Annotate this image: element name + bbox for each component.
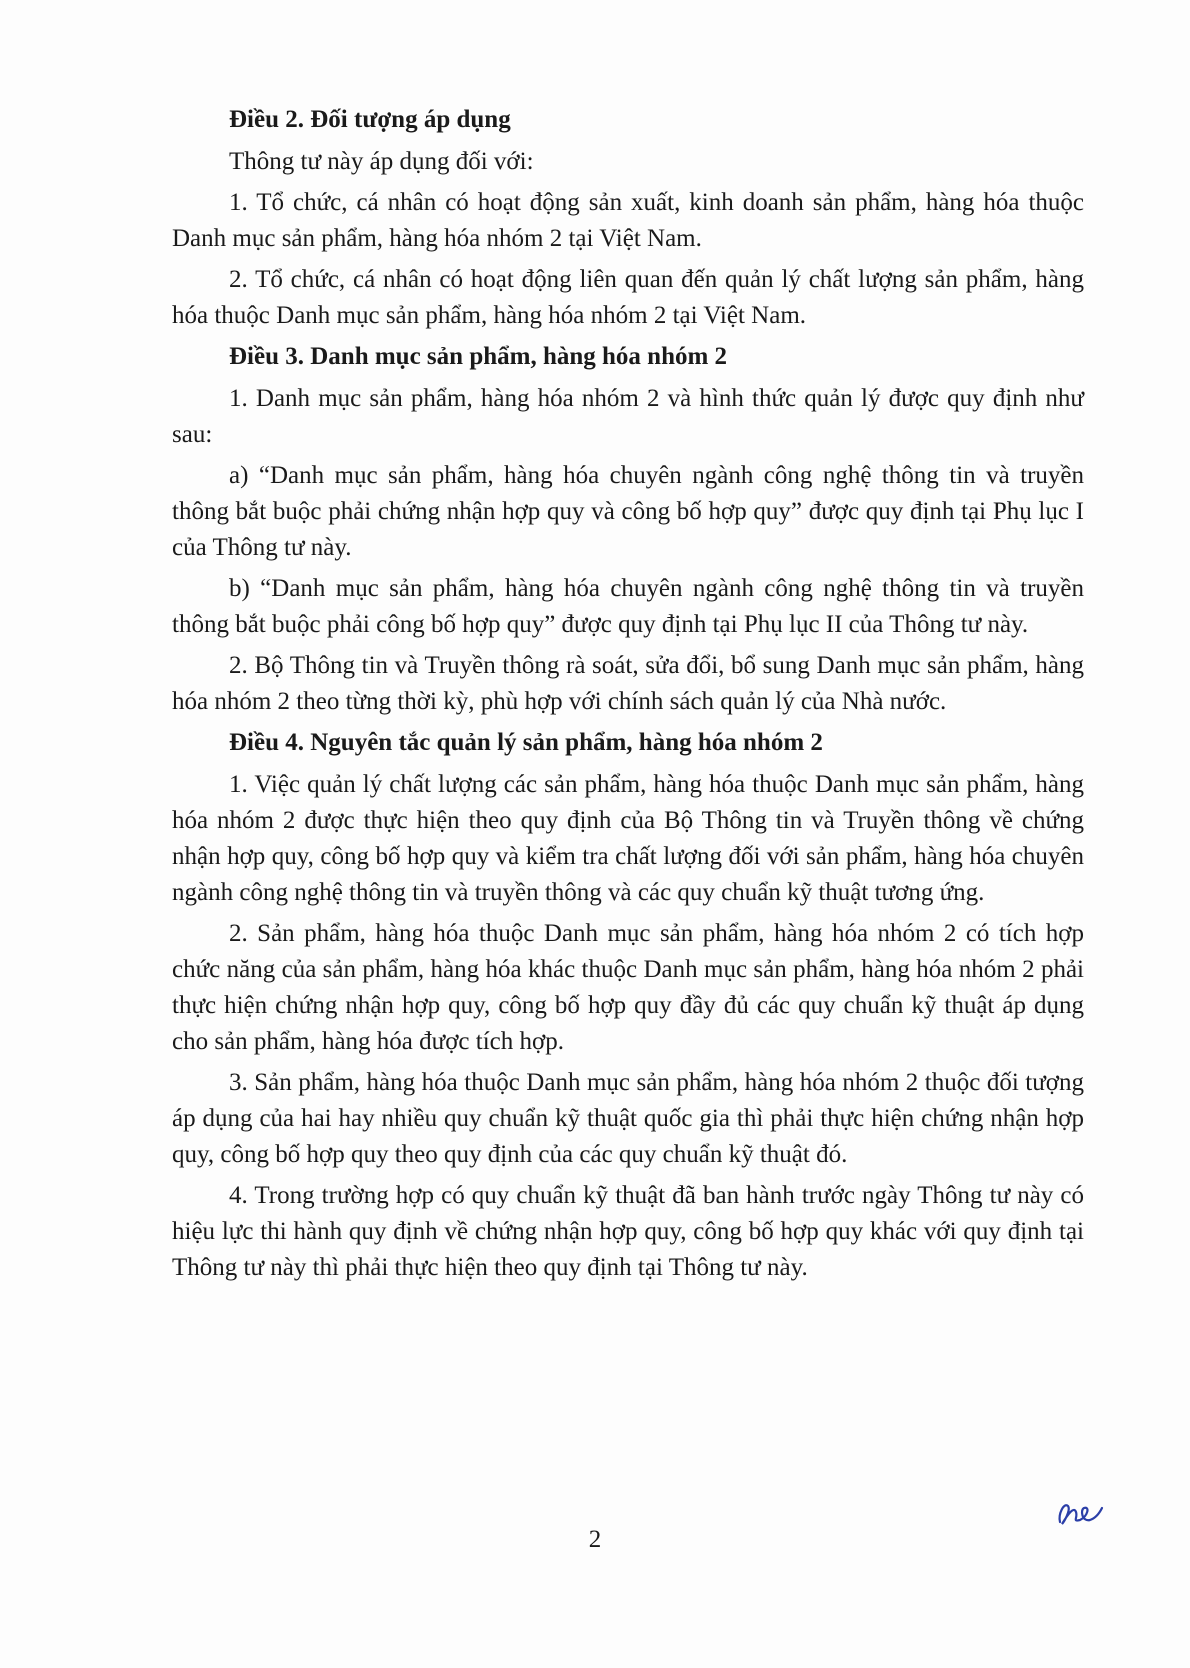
section-dieu-2 (172, 102, 1084, 334)
section-heading: Điều 4. Nguyên tắc quản lý sản phẩm, hàng hóa nhóm 2 (229, 729, 823, 756)
paragraph: 2. Sản phẩm, hàng hóa thuộc Danh mục sản phẩm, hàng hóa nhóm 2 có tích hợp chức năng của sản phẩm, hàng hóa khác thuộc Danh mục sản phẩm, hàng hóa nhóm 2 phải thực hiện chứng nhận hợp quy, công bố hợp quy đầy đủ các quy chuẩn kỹ thuật áp dụng cho sản phẩm, hàng hóa được tích hợp. (172, 920, 1084, 1055)
section-heading: Điều 2. Đối tượng áp dụng (229, 106, 511, 133)
page-number: 2 (588, 1526, 602, 1553)
paragraph: 2. Bộ Thông tin và Truyền thông rà soát, sửa đổi, bổ sung Danh mục sản phẩm, hàng hóa nhóm 2 theo từng thời kỳ, phù hợp với chính sách quản lý của Nhà nước. (172, 652, 1084, 715)
section-heading: Điều 3. Danh mục sản phẩm, hàng hóa nhóm 2 (229, 343, 728, 370)
paragraph: 4. Trong trường hợp có quy chuẩn kỹ thuật đã ban hành trước ngày Thông tư này có hiệu lực thi hành quy định về chứng nhận hợp quy, công bố hợp quy khác với quy định tại Thông tư này thì phải thực hiện theo quy định tại Thông tư này. (172, 1182, 1084, 1281)
paragraph: 3. Sản phẩm, hàng hóa thuộc Danh mục sản phẩm, hàng hóa nhóm 2 thuộc đối tượng áp dụng của hai hay nhiều quy chuẩn kỹ thuật quốc gia thì phải thực hiện chứng nhận hợp quy, công bố hợp quy theo quy định của các quy chuẩn kỹ thuật đó. (172, 1069, 1084, 1168)
paragraph: a) “Danh mục sản phẩm, hàng hóa chuyên ngành công nghệ thông tin và truyền thông bắt buộc phải chứng nhận hợp quy và công bố hợp quy” được quy định tại Phụ lục I của Thông tư này. (172, 462, 1084, 561)
section-dieu-3 (172, 339, 1084, 720)
paragraph: 1. Danh mục sản phẩm, hàng hóa nhóm 2 và hình thức quản lý được quy định như sau: (172, 385, 1084, 448)
paragraph: 1. Việc quản lý chất lượng các sản phẩm, hàng hóa thuộc Danh mục sản phẩm, hàng hóa nhóm 2 được thực hiện theo quy định của Bộ Thông tin và Truyền thông về chứng nhận hợp quy, công bố hợp quy và kiểm tra chất lượng đối với sản phẩm, hàng hóa chuyên ngành công nghệ thông tin và truyền thông và các quy chuẩn kỹ thuật tương ứng. (172, 771, 1084, 906)
section-dieu-4 (172, 725, 1084, 1286)
paragraph: b) “Danh mục sản phẩm, hàng hóa chuyên ngành công nghệ thông tin và truyền thông bắt buộc phải công bố hợp quy” được quy định tại Phụ lục II của Thông tư này. (172, 575, 1084, 638)
paragraph: 2. Tổ chức, cá nhân có hoạt động liên quan đến quản lý chất lượng sản phẩm, hàng hóa thuộc Danh mục sản phẩm, hàng hóa nhóm 2 tại Việt Nam. (172, 266, 1084, 329)
document-body (172, 102, 1084, 1291)
paragraph: 1. Tổ chức, cá nhân có hoạt động sản xuất, kinh doanh sản phẩm, hàng hóa thuộc Danh mục sản phẩm, hàng hóa nhóm 2 tại Việt Nam. (172, 189, 1084, 252)
paragraph: Thông tư này áp dụng đối với: (229, 148, 534, 175)
signature-stroke (1060, 1505, 1102, 1524)
